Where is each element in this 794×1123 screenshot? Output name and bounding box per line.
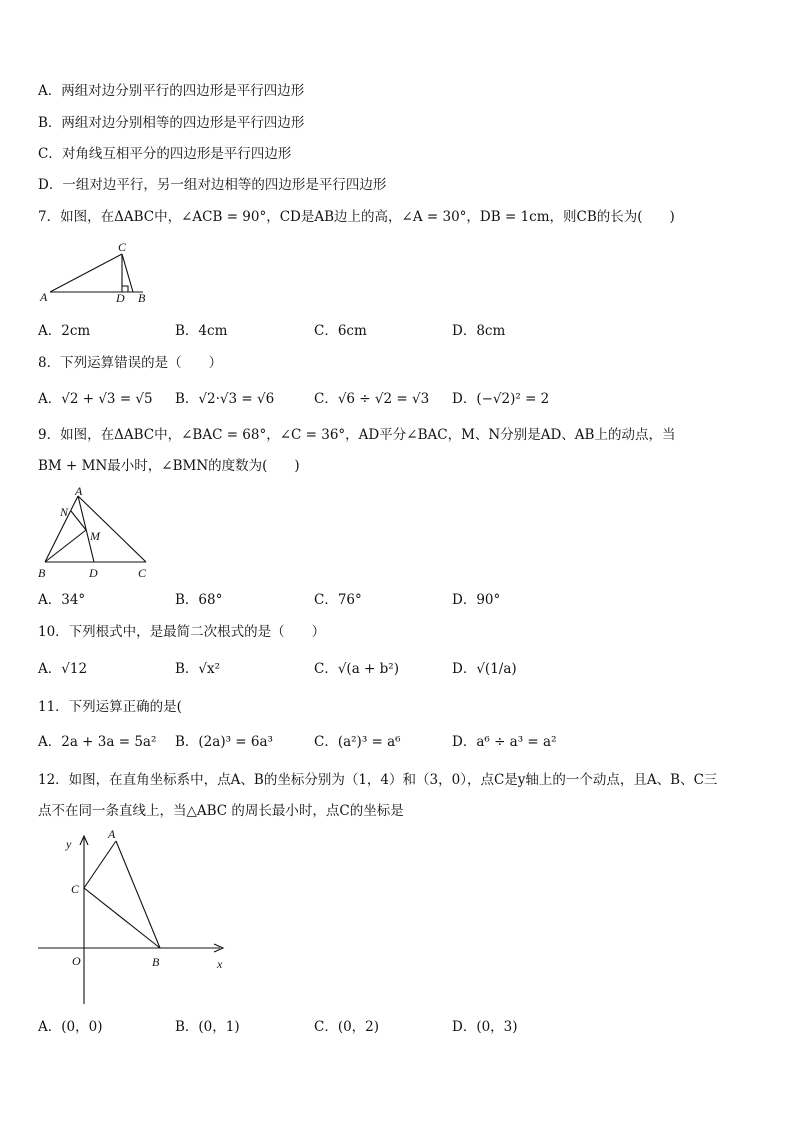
q10-option-b: B．√x²	[175, 661, 221, 677]
q9-label-c: C	[138, 566, 147, 580]
q12-option-c: C．(0，2)	[314, 1019, 380, 1035]
q12-label-a: A	[108, 827, 116, 841]
q9-label-m: M	[90, 529, 100, 543]
q12-segment-ab	[116, 841, 160, 948]
q8-option-b: B．√2·√3 = √6	[175, 391, 275, 407]
q12-label-b: B	[152, 955, 160, 969]
q12-option-a: A．(0，0)	[38, 1019, 103, 1035]
q7-segment-ac	[50, 254, 122, 292]
q8-option-c: C．√6 ÷ √2 = √3	[314, 391, 430, 407]
q9-label-n: N	[60, 505, 69, 519]
q6-option-b: B．两组对边分别相等的四边形是平行四边形	[38, 115, 305, 131]
q9-segment-ac	[78, 496, 146, 562]
q10-stem: 10．下列根式中，是最简二次根式的是（ ）	[38, 624, 326, 640]
q10-option-a: A．√12	[38, 661, 88, 677]
q11-option-a: A．2a + 3a = 5a²	[38, 734, 157, 750]
q9-option-b: B．68°	[175, 592, 223, 608]
q7-label-a: A	[40, 290, 48, 304]
q12-label-x: x	[217, 957, 223, 971]
q11-stem: 11．下列运算正确的是(	[38, 699, 182, 715]
q7-stem: 7．如图，在ΔABC中，∠ACB = 90°，CD是AB边上的高，∠A = 30°，DB = 1cm，则CB的长为( )	[38, 209, 675, 225]
q11-option-b: B．(2a)³ = 6a³	[175, 734, 273, 750]
q10-option-c: C．√(a + b²)	[314, 661, 399, 677]
q6-option-c: C．对角线互相平分的四边形是平行四边形	[38, 146, 292, 162]
q8-stem: 8．下列运算错误的是（ ）	[38, 355, 223, 371]
q7-label-b: B	[138, 291, 146, 305]
q6-option-d: D．一组对边平行，另一组对边相等的四边形是平行四边形	[38, 177, 387, 193]
q12-stem-line-1: 12．如图，在直角坐标系中，点A、B的坐标分别为（1，4）和（3，0），点C是y轴上的一个动点，且A、B、C三	[38, 772, 718, 788]
q9-option-d: D．90°	[452, 592, 501, 608]
q12-segment-cb	[84, 888, 160, 948]
q11-option-c: C．(a²)³ = a⁶	[314, 734, 401, 750]
q7-option-b: B．4cm	[175, 323, 228, 339]
q8-option-a: A．√2 + √3 = √5	[38, 391, 153, 407]
q10-option-d: D．√(1/a)	[452, 661, 517, 677]
q9-figure	[34, 486, 158, 580]
q11-option-d: D．a⁶ ÷ a³ = a²	[452, 734, 557, 750]
q7-label-d: D	[116, 291, 125, 305]
q9-stem-line-1: 9．如图，在ΔABC中，∠BAC = 68°，∠C = 36°，AD平分∠BAC，M、N分别是AD、AB上的动点，当	[38, 427, 676, 443]
q7-label-c: C	[118, 240, 127, 254]
q6-option-a: A．两组对边分别平行的四边形是平行四边形	[38, 83, 305, 99]
q9-option-a: A．34°	[38, 592, 86, 608]
q9-label-a: A	[75, 486, 83, 498]
q9-stem-line-2: BM + MN最小时，∠BMN的度数为( )	[38, 458, 300, 474]
q7-figure	[38, 240, 158, 306]
q7-option-c: C．6cm	[314, 323, 367, 339]
q12-option-b: B．(0，1)	[175, 1019, 240, 1035]
q8-option-d: D．(−√2)² = 2	[452, 391, 550, 407]
q12-label-o: O	[72, 954, 81, 968]
q7-option-a: A．2cm	[38, 323, 91, 339]
q12-stem-line-2: 点不在同一条直线上，当△ABC 的周长最小时，点C的坐标是	[38, 803, 404, 819]
q12-option-d: D．(0，3)	[452, 1019, 518, 1035]
q9-label-b: B	[38, 566, 46, 580]
q9-label-d: D	[89, 566, 98, 580]
q12-segment-ca	[84, 841, 116, 888]
q12-coordinate-figure	[34, 826, 234, 1008]
q7-option-d: D．8cm	[452, 323, 506, 339]
q9-option-c: C．76°	[314, 592, 362, 608]
q12-label-c: C	[71, 882, 80, 896]
q9-segment-bm	[45, 530, 86, 562]
q12-label-y: y	[66, 837, 72, 851]
